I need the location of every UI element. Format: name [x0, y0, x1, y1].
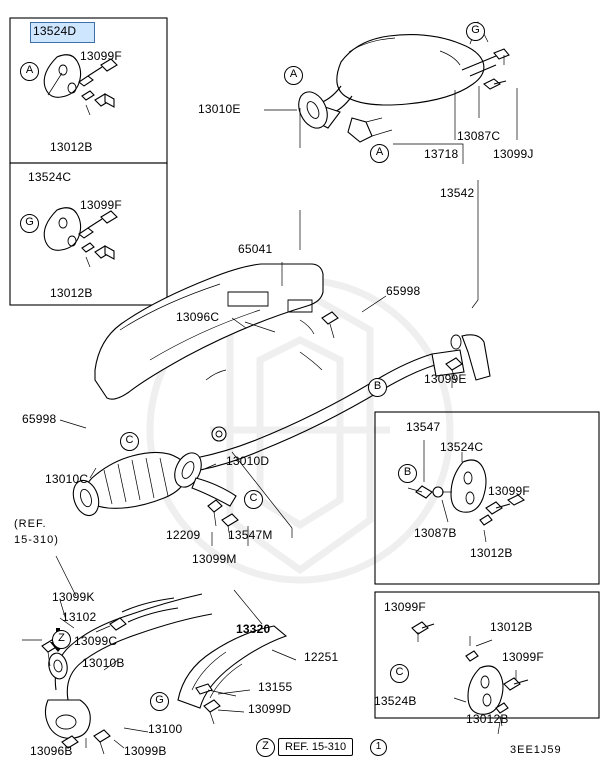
callout-A-1[interactable]: A [20, 62, 39, 81]
part-13099F-4[interactable]: 13099F [384, 600, 426, 614]
part-art-13524C-1 [44, 208, 80, 251]
part-13542[interactable]: 13542 [440, 186, 475, 200]
part-13012B-3[interactable]: 13012B [470, 546, 513, 560]
part-13087C[interactable]: 13087C [457, 129, 501, 143]
callout-G-1[interactable]: G [20, 214, 39, 233]
part-65041[interactable]: 65041 [238, 242, 273, 256]
part-13099M[interactable]: 13099M [192, 552, 237, 566]
part-13099C[interactable]: 13099C [74, 634, 118, 648]
part-13524D[interactable]: 13524D [33, 24, 77, 38]
part-13100[interactable]: 13100 [148, 722, 183, 736]
part-13102[interactable]: 13102 [62, 610, 97, 624]
part-13010C[interactable]: 13010C [45, 472, 89, 486]
ref-note-bottom-number: 1 [370, 739, 387, 756]
callout-G-2[interactable]: G [466, 22, 485, 41]
part-13099K[interactable]: 13099K [52, 590, 95, 604]
part-13155[interactable]: 13155 [258, 680, 293, 694]
part-65998-2[interactable]: 65998 [22, 412, 57, 426]
part-13087B[interactable]: 13087B [414, 526, 457, 540]
part-13099F-5[interactable]: 13099F [502, 650, 544, 664]
part-13010E[interactable]: 13010E [198, 102, 241, 116]
callout-C-2[interactable]: C [244, 490, 263, 509]
callout-C-1[interactable]: C [120, 432, 139, 451]
part-13524B[interactable]: 13524B [374, 694, 417, 708]
ref-note-bottom[interactable] [278, 738, 353, 756]
callout-A-3[interactable]: A [370, 144, 389, 163]
callout-B-2[interactable]: B [398, 464, 417, 483]
part-13012B-5[interactable]: 13012B [466, 712, 509, 726]
part-12209[interactable]: 12209 [166, 528, 201, 542]
part-13099J[interactable]: 13099J [493, 147, 534, 161]
part-13547[interactable]: 13547 [406, 420, 441, 434]
part-13718[interactable]: 13718 [424, 147, 459, 161]
callout-Z-ref[interactable]: Z [256, 738, 275, 757]
part-art-muffler-13542 [293, 35, 509, 142]
part-13099F-2[interactable]: 13099F [80, 198, 122, 212]
part-13524C-1[interactable]: 13524C [28, 170, 72, 184]
ref-note-bottom-text: REF. 15-310 [285, 741, 347, 753]
part-13099D[interactable]: 13099D [248, 702, 292, 716]
part-13547M[interactable]: 13547M [228, 528, 273, 542]
part-13010B[interactable]: 13010B [82, 656, 125, 670]
callout-C-3[interactable]: C [390, 664, 409, 683]
part-13010D[interactable]: 13010D [226, 454, 270, 468]
ref-note-left-line2: 15-310) [14, 534, 59, 546]
part-13320[interactable]: 13320 [236, 622, 271, 636]
part-65998-1[interactable]: 65998 [386, 284, 421, 298]
part-13096B[interactable]: 13096B [30, 744, 73, 758]
callout-Z-1[interactable]: Z [52, 630, 71, 649]
callout-A-2[interactable]: A [284, 66, 303, 85]
hardware-top-left [79, 59, 117, 115]
part-13099B[interactable]: 13099B [124, 744, 167, 758]
part-art-65041 [95, 264, 323, 399]
part-13524C-2[interactable]: 13524C [440, 440, 484, 454]
part-13099E[interactable]: 13099E [424, 372, 467, 386]
part-art-13524D [44, 55, 80, 98]
callout-B-1[interactable]: B [368, 378, 387, 397]
sheet-code: 3EE1J59 [510, 744, 562, 756]
part-13099F-3[interactable]: 13099F [488, 484, 530, 498]
part-art-13524B [412, 622, 528, 726]
part-13012B-2[interactable]: 13012B [50, 286, 93, 300]
part-13096C[interactable]: 13096C [176, 310, 220, 324]
hardware-box2 [79, 211, 117, 267]
part-13099F-1[interactable]: 13099F [80, 49, 122, 63]
ref-note-left-line1: (REF. [14, 518, 47, 530]
part-13012B-4[interactable]: 13012B [490, 620, 533, 634]
callout-G-3[interactable]: G [150, 692, 169, 711]
part-12251[interactable]: 12251 [304, 650, 339, 664]
part-13012B-1[interactable]: 13012B [50, 140, 93, 154]
